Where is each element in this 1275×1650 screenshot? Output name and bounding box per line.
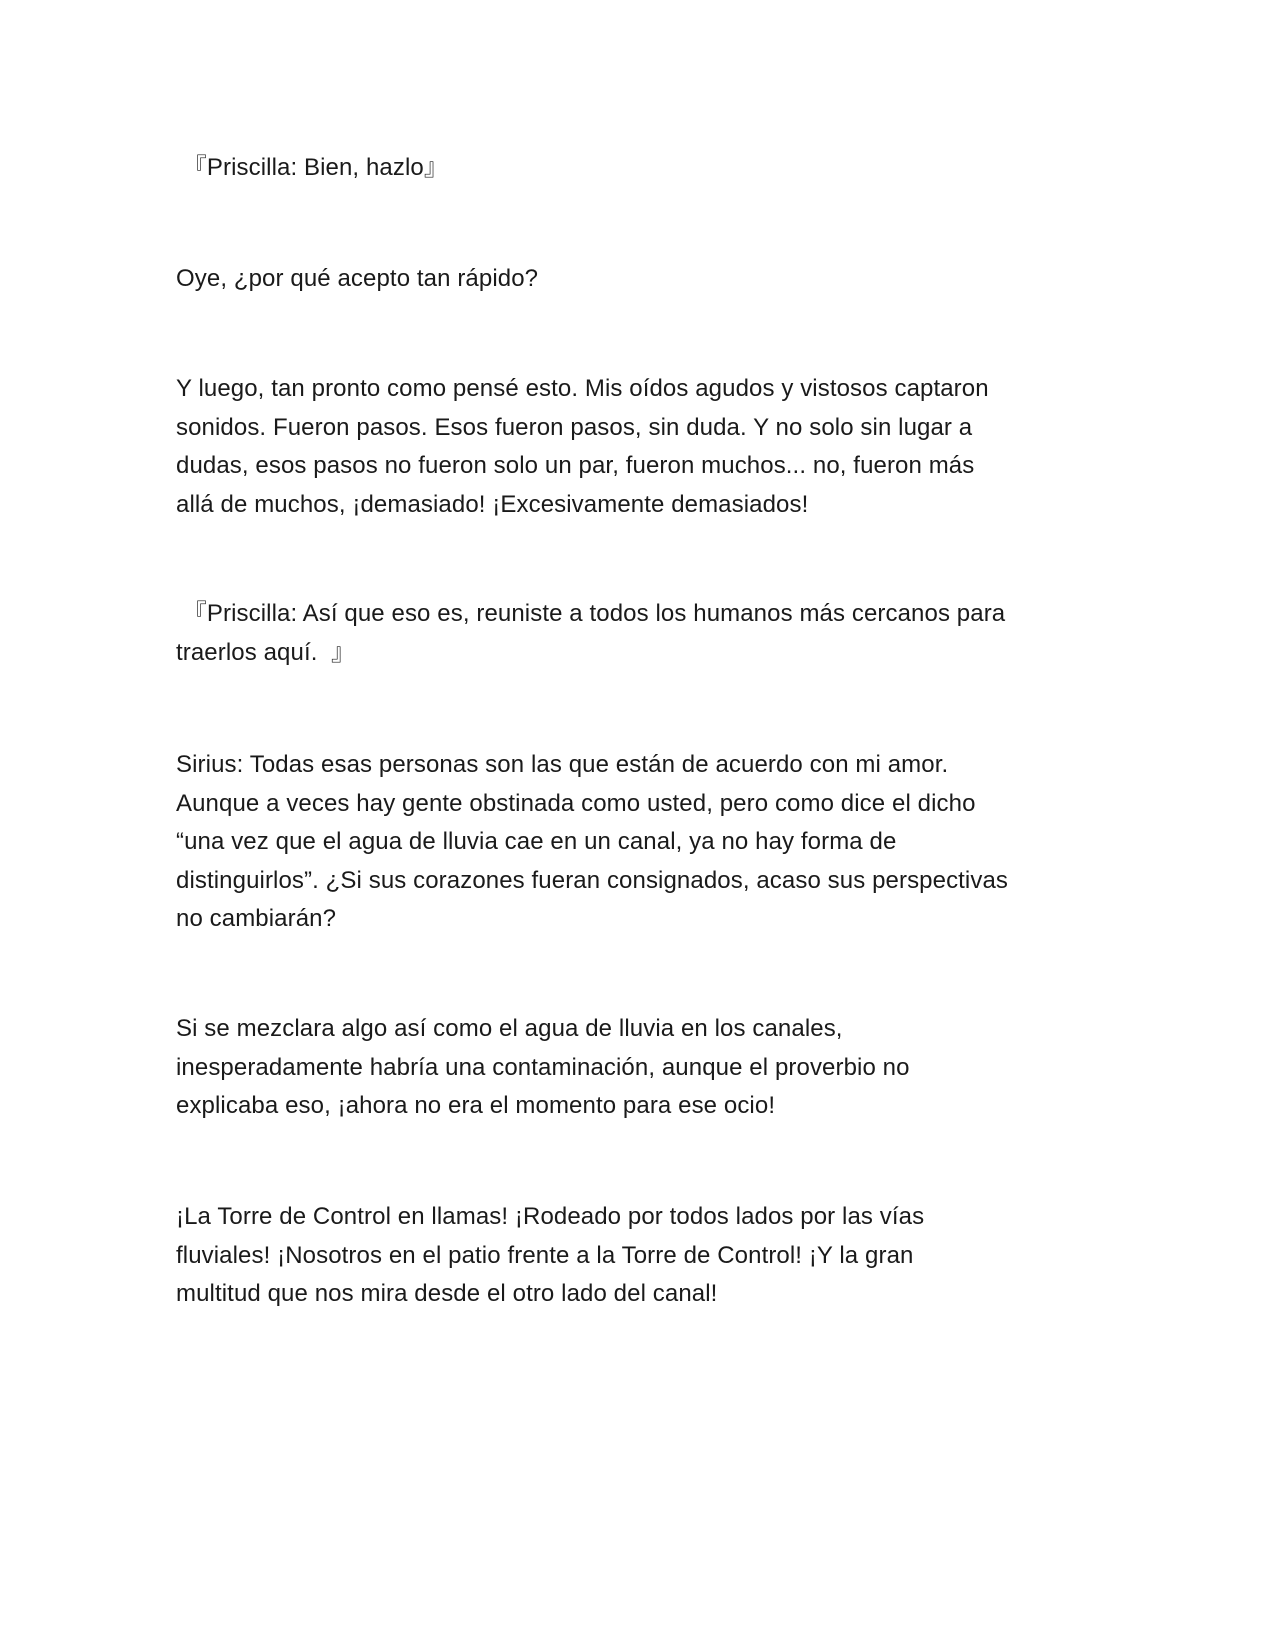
text-line: Si se mezclara algo así como el agua de lluvia en los canales, bbox=[176, 1015, 843, 1042]
paragraph-sirius bbox=[176, 746, 1096, 939]
text-line: traerlos aquí. 』 bbox=[176, 638, 356, 666]
text-line: fluviales! ¡Nosotros en el patio frente a la Torre de Control! ¡Y la gran bbox=[176, 1241, 914, 1269]
text-line: Sirius: Todas esas personas son las que están de acuerdo con mi amor. bbox=[176, 751, 949, 778]
text-line: Oye, ¿por qué acepto tan rápido? bbox=[176, 265, 539, 292]
text-line: allá de muchos, ¡demasiado! ¡Excesivamente demasiados! bbox=[176, 490, 809, 518]
text-line: “una vez que el agua de lluvia cae en un canal, ya no hay forma de bbox=[176, 828, 897, 855]
paragraph-priscilla-bien-hazlo bbox=[176, 149, 1096, 188]
paragraph-priscilla-humanos bbox=[176, 595, 1096, 672]
text-line: no cambiarán? bbox=[176, 905, 337, 932]
paragraph-proverbio bbox=[176, 1010, 1096, 1126]
text-line: ¡La Torre de Control en llamas! ¡Rodeado por todos lados por las vías bbox=[176, 1203, 925, 1230]
text-line: 『Priscilla: Así que eso es, reuniste a todos los humanos más cercanos para bbox=[176, 600, 1006, 627]
text-line: multitud que nos mira desde el otro lado del canal! bbox=[176, 1280, 718, 1307]
text-line: distinguirlos”. ¿Si sus corazones fueran consignados, acaso sus perspectivas bbox=[176, 866, 1009, 894]
paragraph-torre-de-control bbox=[176, 1198, 1096, 1314]
text-line: Y luego, tan pronto como pensé esto. Mis oídos agudos y vistosos captaron bbox=[176, 375, 989, 402]
text-line: dudas, esos pasos no fueron solo un par, fueron muchos... no, fueron más bbox=[176, 452, 975, 479]
text-line: Aunque a veces hay gente obstinada como usted, pero como dice el dicho bbox=[176, 789, 976, 817]
text-line: explicaba eso, ¡ahora no era el momento para ese ocio! bbox=[176, 1092, 776, 1119]
paragraph-oye bbox=[176, 260, 1096, 299]
text-line: 『Priscilla: Bien, hazlo』 bbox=[176, 154, 448, 181]
text-line: sonidos. Fueron pasos. Esos fueron pasos, sin duda. Y no solo sin lugar a bbox=[176, 413, 973, 441]
paragraph-pasos bbox=[176, 370, 1096, 524]
text-line: inesperadamente habría una contaminación, aunque el proverbio no bbox=[176, 1053, 910, 1081]
